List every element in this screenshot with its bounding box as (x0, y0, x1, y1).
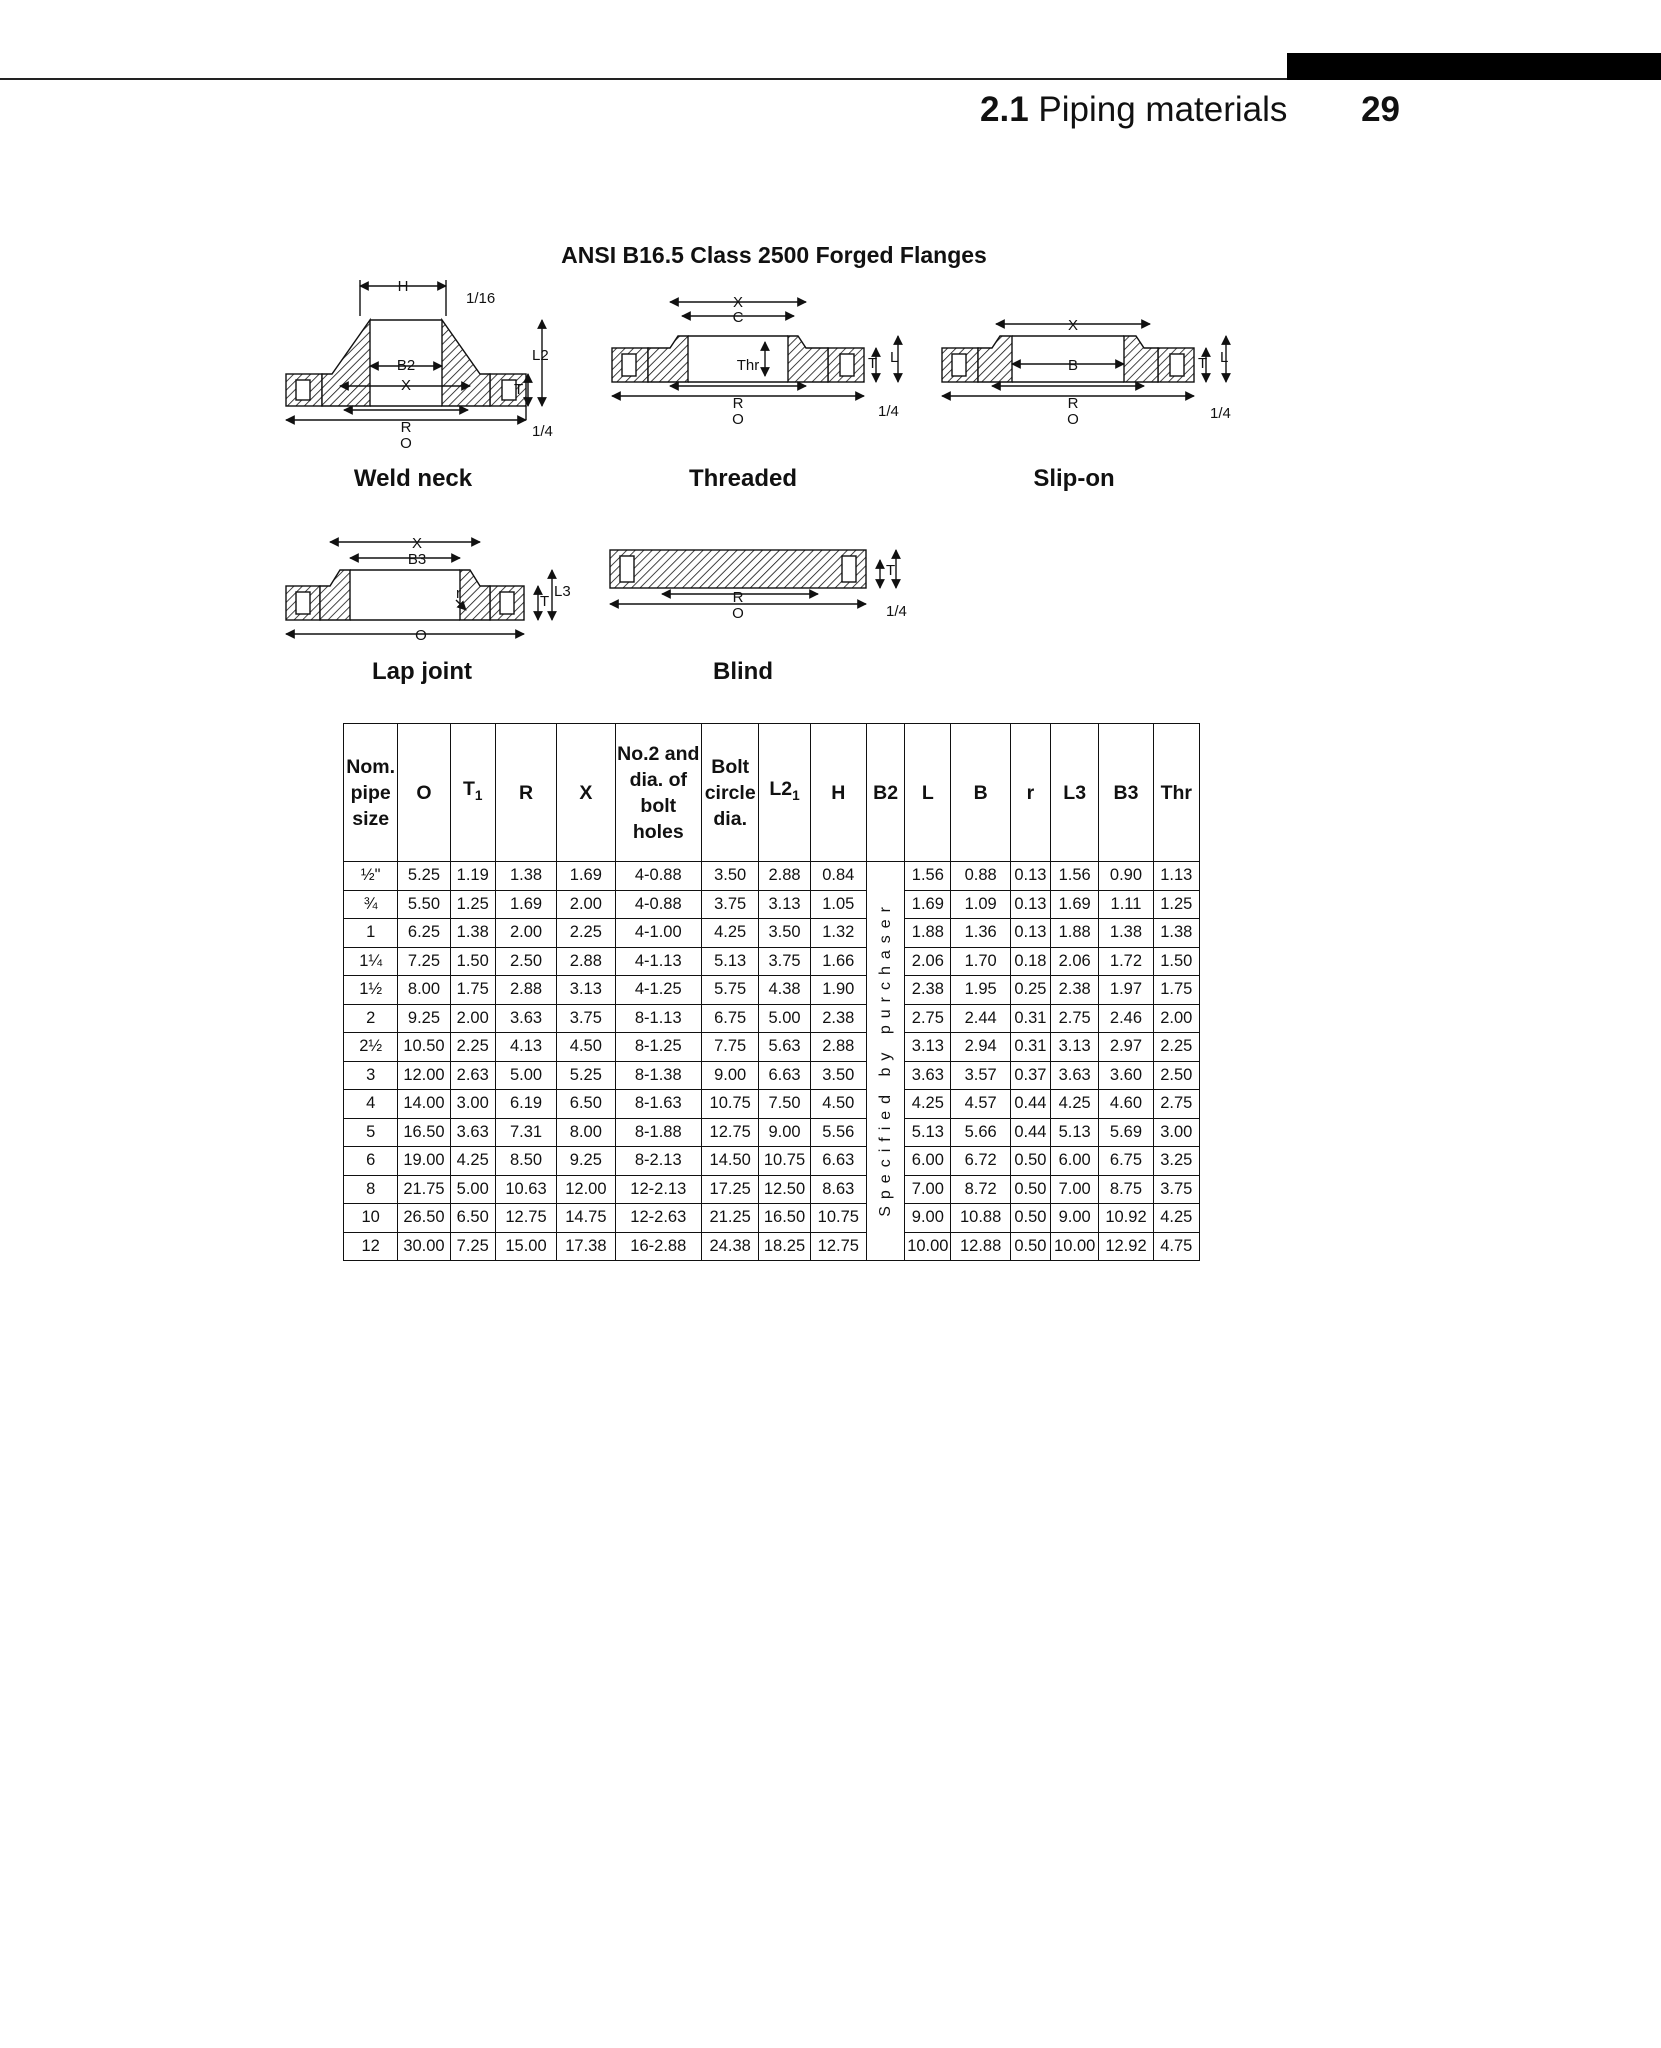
table-cell: 1.05 (810, 890, 866, 919)
table-cell: 30.00 (398, 1232, 450, 1261)
table-cell: 1.32 (810, 919, 866, 948)
table-cell: 8-1.88 (615, 1118, 702, 1147)
label-B3: B3 (407, 551, 427, 568)
table-cell: 4-1.13 (615, 947, 702, 976)
table-cell: 1.38 (495, 862, 556, 891)
table-cell: 12 (344, 1232, 398, 1261)
table-cell: 10.63 (495, 1175, 556, 1204)
table-cell: 5.00 (495, 1061, 556, 1090)
table-cell: 16.50 (398, 1118, 450, 1147)
header-t1: $T_1$ (450, 724, 495, 862)
table-cell: 5 (344, 1118, 398, 1147)
table-cell: 2.88 (557, 947, 615, 976)
table-cell: 0.88 (951, 862, 1010, 891)
table-cell: 7.25 (450, 1232, 495, 1261)
table-cell: 10 (344, 1204, 398, 1233)
table-cell: 1.38 (1153, 919, 1199, 948)
table-cell: 12.88 (951, 1232, 1010, 1261)
table-cell: 9.00 (905, 1204, 951, 1233)
table-cell: 1.88 (1051, 919, 1099, 948)
header-rule-block (1287, 53, 1661, 80)
table-body (344, 862, 1200, 1261)
table-cell: 10.75 (759, 1147, 810, 1176)
table-cell: 3.63 (495, 1004, 556, 1033)
table-cell: 1.38 (1099, 919, 1153, 948)
flange-dimensions-table (343, 723, 1200, 1261)
caption-lap-joint: Lap joint (372, 658, 472, 685)
slip-on-drawing (942, 324, 1229, 396)
header-o: O (398, 724, 450, 862)
table-cell: 2.25 (450, 1033, 495, 1062)
table-cell: ½" (344, 862, 398, 891)
label-X-th: X (732, 294, 744, 311)
table-cell: 12-2.63 (615, 1204, 702, 1233)
header-thr: Thr (1153, 724, 1199, 862)
table-cell: 10.92 (1099, 1204, 1153, 1233)
table-cell: 3.63 (905, 1061, 951, 1090)
table-cell: 1.56 (905, 862, 951, 891)
table-cell: 4.75 (1153, 1232, 1199, 1261)
header-l: L (905, 724, 951, 862)
table-cell: 3.50 (702, 862, 759, 891)
table-cell: 7.25 (398, 947, 450, 976)
table-cell: 17.25 (702, 1175, 759, 1204)
table-cell: 15.00 (495, 1232, 556, 1261)
table-cell: 18.25 (759, 1232, 810, 1261)
table-row (344, 1232, 1200, 1261)
table-cell: 2.88 (810, 1033, 866, 1062)
table-cell: 6.75 (1099, 1147, 1153, 1176)
table-cell: 9.00 (702, 1061, 759, 1090)
header-r-small: r (1010, 724, 1050, 862)
table-cell: 5.25 (398, 862, 450, 891)
section-title: Piping materials (1038, 90, 1288, 129)
table-cell: 4 (344, 1090, 398, 1119)
table-cell: 1.75 (450, 976, 495, 1005)
table-cell: 1.95 (951, 976, 1010, 1005)
table-cell: 5.25 (557, 1061, 615, 1090)
b2-note-cell (866, 862, 904, 1261)
label-O-wn: O (400, 435, 412, 452)
label-quarter-bl: 1/4 (886, 603, 907, 620)
caption-slip-on: Slip-on (1033, 465, 1115, 492)
table-row (344, 947, 1200, 976)
table-cell: 3.75 (557, 1004, 615, 1033)
table-cell: 7.00 (1051, 1175, 1099, 1204)
label-C: C (732, 309, 744, 326)
table-cell: 12.75 (702, 1118, 759, 1147)
table-cell: 4.25 (1153, 1204, 1199, 1233)
table-cell: 2.88 (759, 862, 810, 891)
table-cell: 5.56 (810, 1118, 866, 1147)
table-cell: 1.70 (951, 947, 1010, 976)
table-row (344, 1090, 1200, 1119)
table-cell: 4-1.25 (615, 976, 702, 1005)
table-cell: 4.38 (759, 976, 810, 1005)
table-cell: 6.72 (951, 1147, 1010, 1176)
table-cell: 8.00 (398, 976, 450, 1005)
table-cell: 12.50 (759, 1175, 810, 1204)
label-B2: B2 (396, 357, 416, 374)
table-cell: 0.13 (1010, 890, 1050, 919)
table-cell: 2.50 (1153, 1061, 1199, 1090)
table-cell: 17.38 (557, 1232, 615, 1261)
table-cell: 2.75 (1051, 1004, 1099, 1033)
table-cell: ¾ (344, 890, 398, 919)
table-cell: 4-0.88 (615, 862, 702, 891)
table-cell: 1.11 (1099, 890, 1153, 919)
table-cell: 2.63 (450, 1061, 495, 1090)
b2-note: Specified by purchaser (876, 900, 894, 1217)
header-l21: $L2_1$ (759, 724, 810, 862)
table-cell: 4.60 (1099, 1090, 1153, 1119)
table-cell: 1.97 (1099, 976, 1153, 1005)
label-L-th: L (890, 349, 899, 366)
table-cell: 3 (344, 1061, 398, 1090)
table-cell: 3.13 (759, 890, 810, 919)
table-cell: 2.88 (495, 976, 556, 1005)
table-cell: 1.38 (450, 919, 495, 948)
table-row (344, 1118, 1200, 1147)
table-cell: 6.25 (398, 919, 450, 948)
table-cell: 1.50 (1153, 947, 1199, 976)
caption-threaded: Threaded (688, 465, 798, 492)
label-X-so: X (1067, 317, 1079, 334)
table-cell: 2.75 (905, 1004, 951, 1033)
table-cell: 1.69 (905, 890, 951, 919)
table-cell: 1.69 (495, 890, 556, 919)
table-cell: 10.00 (1051, 1232, 1099, 1261)
header-bolt-holes: No.2 and dia. of bolt holes (615, 724, 702, 862)
table-cell: 1.19 (450, 862, 495, 891)
table-row (344, 862, 1200, 891)
table-cell: 5.66 (951, 1118, 1010, 1147)
table-cell: 12-2.13 (615, 1175, 702, 1204)
table-cell: 3.75 (759, 947, 810, 976)
header-x: X (557, 724, 615, 862)
table-cell: 2.75 (1153, 1090, 1199, 1119)
table-cell: 4.25 (702, 919, 759, 948)
table-cell: 12.75 (810, 1232, 866, 1261)
table-cell: 12.92 (1099, 1232, 1153, 1261)
table-cell: 7.75 (702, 1033, 759, 1062)
table-cell: 6.50 (450, 1204, 495, 1233)
table-cell: 2.00 (450, 1004, 495, 1033)
table-row (344, 1147, 1200, 1176)
table-cell: 10.00 (905, 1232, 951, 1261)
table-cell: 2.00 (495, 919, 556, 948)
table-cell: 6.75 (702, 1004, 759, 1033)
table-row (344, 1004, 1200, 1033)
table-cell: 3.75 (1153, 1175, 1199, 1204)
table-cell: 9.25 (398, 1004, 450, 1033)
label-O-lj: O (415, 627, 427, 644)
table-cell: 4.50 (810, 1090, 866, 1119)
threaded-drawing (612, 302, 898, 396)
table-cell: 1.69 (1051, 890, 1099, 919)
table-cell: 1.66 (810, 947, 866, 976)
table-cell: 2.50 (495, 947, 556, 976)
table-cell: 1 (344, 919, 398, 948)
table-cell: 3.75 (702, 890, 759, 919)
table-cell: 4.25 (905, 1090, 951, 1119)
table-cell: 4.25 (450, 1147, 495, 1176)
table-cell: 3.25 (1153, 1147, 1199, 1176)
label-R-th: R (732, 395, 744, 412)
label-r: r (456, 585, 461, 602)
table-cell: 3.13 (905, 1033, 951, 1062)
table-cell: 8-1.13 (615, 1004, 702, 1033)
table-cell: 6.00 (905, 1147, 951, 1176)
table-cell: 1.88 (905, 919, 951, 948)
label-R-so: R (1067, 395, 1079, 412)
header-b: B (951, 724, 1010, 862)
table-cell: 4.50 (557, 1033, 615, 1062)
table-cell: 2 (344, 1004, 398, 1033)
table-cell: 12.75 (495, 1204, 556, 1233)
table-cell: 12.00 (398, 1061, 450, 1090)
table-row (344, 1061, 1200, 1090)
header-nom-pipe-size: Nom. pipe size (344, 724, 398, 862)
table-cell: 0.13 (1010, 919, 1050, 948)
table-cell: 6 (344, 1147, 398, 1176)
table-cell: 1.56 (1051, 862, 1099, 891)
table-cell: 3.50 (759, 919, 810, 948)
blind-drawing (610, 550, 896, 604)
table-cell: 2.38 (810, 1004, 866, 1033)
table-cell: 3.63 (1051, 1061, 1099, 1090)
table-cell: 24.38 (702, 1232, 759, 1261)
table-row (344, 1204, 1200, 1233)
table-cell: 4-0.88 (615, 890, 702, 919)
label-R-wn: R (400, 419, 412, 436)
table-cell: 8-1.38 (615, 1061, 702, 1090)
table-cell: 2.38 (905, 976, 951, 1005)
table-cell: 1.50 (450, 947, 495, 976)
table-cell: 0.84 (810, 862, 866, 891)
label-R-bl: R (732, 589, 744, 606)
table-cell: 7.00 (905, 1175, 951, 1204)
table-cell: 5.13 (905, 1118, 951, 1147)
table-cell: 5.50 (398, 890, 450, 919)
header-bolt-circle: Bolt circle dia. (702, 724, 759, 862)
table-cell: 3.13 (557, 976, 615, 1005)
header-h: H (810, 724, 866, 862)
table-cell: 0.25 (1010, 976, 1050, 1005)
table-cell: 4-1.00 (615, 919, 702, 948)
table-cell: 8.50 (495, 1147, 556, 1176)
label-T-so: T (1198, 355, 1208, 372)
caption-blind: Blind (713, 658, 773, 685)
table-cell: 5.13 (702, 947, 759, 976)
table-cell: 8.72 (951, 1175, 1010, 1204)
table-cell: 9.00 (1051, 1204, 1099, 1233)
header-l3: L3 (1051, 724, 1099, 862)
weld-neck-drawing (286, 280, 542, 420)
table-cell: 9.00 (759, 1118, 810, 1147)
table-cell: 3.63 (450, 1118, 495, 1147)
label-T-wn: T (514, 381, 524, 398)
table-cell: 5.69 (1099, 1118, 1153, 1147)
label-quarter-so: 1/4 (1210, 405, 1231, 422)
label-O-so: O (1067, 411, 1079, 428)
table-cell: 8-1.63 (615, 1090, 702, 1119)
table-cell: 0.50 (1010, 1175, 1050, 1204)
page-number: 29 (1361, 90, 1400, 129)
table-cell: 8.63 (810, 1175, 866, 1204)
table-cell: 10.75 (810, 1204, 866, 1233)
table-cell: 1.25 (1153, 890, 1199, 919)
table-cell: 0.18 (1010, 947, 1050, 976)
table-cell: 2.25 (1153, 1033, 1199, 1062)
table-cell: 3.57 (951, 1061, 1010, 1090)
label-L3: L3 (554, 583, 571, 600)
table-cell: 3.13 (1051, 1033, 1099, 1062)
table-cell: 8-1.25 (615, 1033, 702, 1062)
table-cell: 8.75 (1099, 1175, 1153, 1204)
table-cell: 2.25 (557, 919, 615, 948)
table-cell: 16.50 (759, 1204, 810, 1233)
table-cell: 4.57 (951, 1090, 1010, 1119)
table-cell: 2.46 (1099, 1004, 1153, 1033)
table-row (344, 976, 1200, 1005)
table-cell: 5.63 (759, 1033, 810, 1062)
table-cell: 3.60 (1099, 1061, 1153, 1090)
table-row (344, 1175, 1200, 1204)
label-B: B (1067, 357, 1079, 374)
table-cell: 2.97 (1099, 1033, 1153, 1062)
header-b2: B2 (866, 724, 904, 862)
table-cell: 6.63 (810, 1147, 866, 1176)
table-cell: 3.00 (450, 1090, 495, 1119)
table-cell: 1.69 (557, 862, 615, 891)
label-1-16: 1/16 (466, 290, 496, 307)
label-T-lj: T (540, 593, 550, 610)
table-cell: 10.50 (398, 1033, 450, 1062)
table-cell: 0.37 (1010, 1061, 1050, 1090)
table-cell: 8 (344, 1175, 398, 1204)
table-cell: 7.31 (495, 1118, 556, 1147)
table-cell: 14.75 (557, 1204, 615, 1233)
table-cell: 1.36 (951, 919, 1010, 948)
header-r: R (495, 724, 556, 862)
label-L2: L2 (532, 347, 549, 364)
table-cell: 1.13 (1153, 862, 1199, 891)
table-cell: 5.13 (1051, 1118, 1099, 1147)
table-cell: 19.00 (398, 1147, 450, 1176)
label-O-bl: O (732, 605, 744, 622)
label-quarter-wn: 1/4 (532, 423, 553, 440)
table-cell: 14.00 (398, 1090, 450, 1119)
table-cell: 0.50 (1010, 1204, 1050, 1233)
table-cell: 2.94 (951, 1033, 1010, 1062)
table-cell: 10.88 (951, 1204, 1010, 1233)
table-row (344, 1033, 1200, 1062)
table-cell: 1¼ (344, 947, 398, 976)
table-header-row (344, 724, 1200, 862)
table-cell: 12.00 (557, 1175, 615, 1204)
section-number: 2.1 (980, 90, 1029, 129)
label-T-bl: T (886, 562, 896, 579)
table-cell: 0.90 (1099, 862, 1153, 891)
table-cell: 4.25 (1051, 1090, 1099, 1119)
table-cell: 5.00 (450, 1175, 495, 1204)
table-cell: 1.25 (450, 890, 495, 919)
table-cell: 2.00 (557, 890, 615, 919)
table-cell: 0.44 (1010, 1090, 1050, 1119)
table-cell: 21.25 (702, 1204, 759, 1233)
table-row (344, 919, 1200, 948)
table-cell: 2.06 (905, 947, 951, 976)
table-cell: 0.44 (1010, 1118, 1050, 1147)
table-cell: 21.75 (398, 1175, 450, 1204)
label-O-th: O (732, 411, 744, 428)
label-Thr: Thr (736, 357, 760, 374)
header-b3: B3 (1099, 724, 1153, 862)
table-cell: 0.50 (1010, 1147, 1050, 1176)
table-cell: 2½ (344, 1033, 398, 1062)
table-cell: 7.50 (759, 1090, 810, 1119)
table-cell: 3.50 (810, 1061, 866, 1090)
table-cell: 2.00 (1153, 1004, 1199, 1033)
label-T-th: T (868, 355, 878, 372)
table-cell: 0.31 (1010, 1004, 1050, 1033)
label-X-lj: X (411, 535, 423, 552)
table-cell: 1.75 (1153, 976, 1199, 1005)
table-cell: 0.50 (1010, 1232, 1050, 1261)
caption-weld-neck: Weld neck (353, 465, 473, 492)
table-cell: 5.75 (702, 976, 759, 1005)
table-cell: 2.06 (1051, 947, 1099, 976)
table-cell: 10.75 (702, 1090, 759, 1119)
table-cell: 1.09 (951, 890, 1010, 919)
table-cell: 9.25 (557, 1147, 615, 1176)
table-cell: 14.50 (702, 1147, 759, 1176)
table-cell: 4.13 (495, 1033, 556, 1062)
table-row (344, 890, 1200, 919)
table-cell: 2.38 (1051, 976, 1099, 1005)
table-cell: 16-2.88 (615, 1232, 702, 1261)
running-head (980, 88, 1400, 132)
table-cell: 5.00 (759, 1004, 810, 1033)
figure-title: ANSI B16.5 Class 2500 Forged Flanges (561, 242, 987, 268)
label-L-so: L (1220, 349, 1229, 366)
table-cell: 6.00 (1051, 1147, 1099, 1176)
table-cell: 0.31 (1010, 1033, 1050, 1062)
table-cell: 3.00 (1153, 1118, 1199, 1147)
table-cell: 2.44 (951, 1004, 1010, 1033)
table-cell: 0.13 (1010, 862, 1050, 891)
table-cell: 6.63 (759, 1061, 810, 1090)
label-X-wn: X (400, 377, 412, 394)
label-quarter-th: 1/4 (878, 403, 899, 420)
table-cell: 6.19 (495, 1090, 556, 1119)
label-H: H (397, 278, 409, 295)
table-cell: 1.90 (810, 976, 866, 1005)
table-cell: 26.50 (398, 1204, 450, 1233)
table-cell: 8-2.13 (615, 1147, 702, 1176)
table-cell: 6.50 (557, 1090, 615, 1119)
table-cell: 1.72 (1099, 947, 1153, 976)
table-cell: 1½ (344, 976, 398, 1005)
table-cell: 8.00 (557, 1118, 615, 1147)
